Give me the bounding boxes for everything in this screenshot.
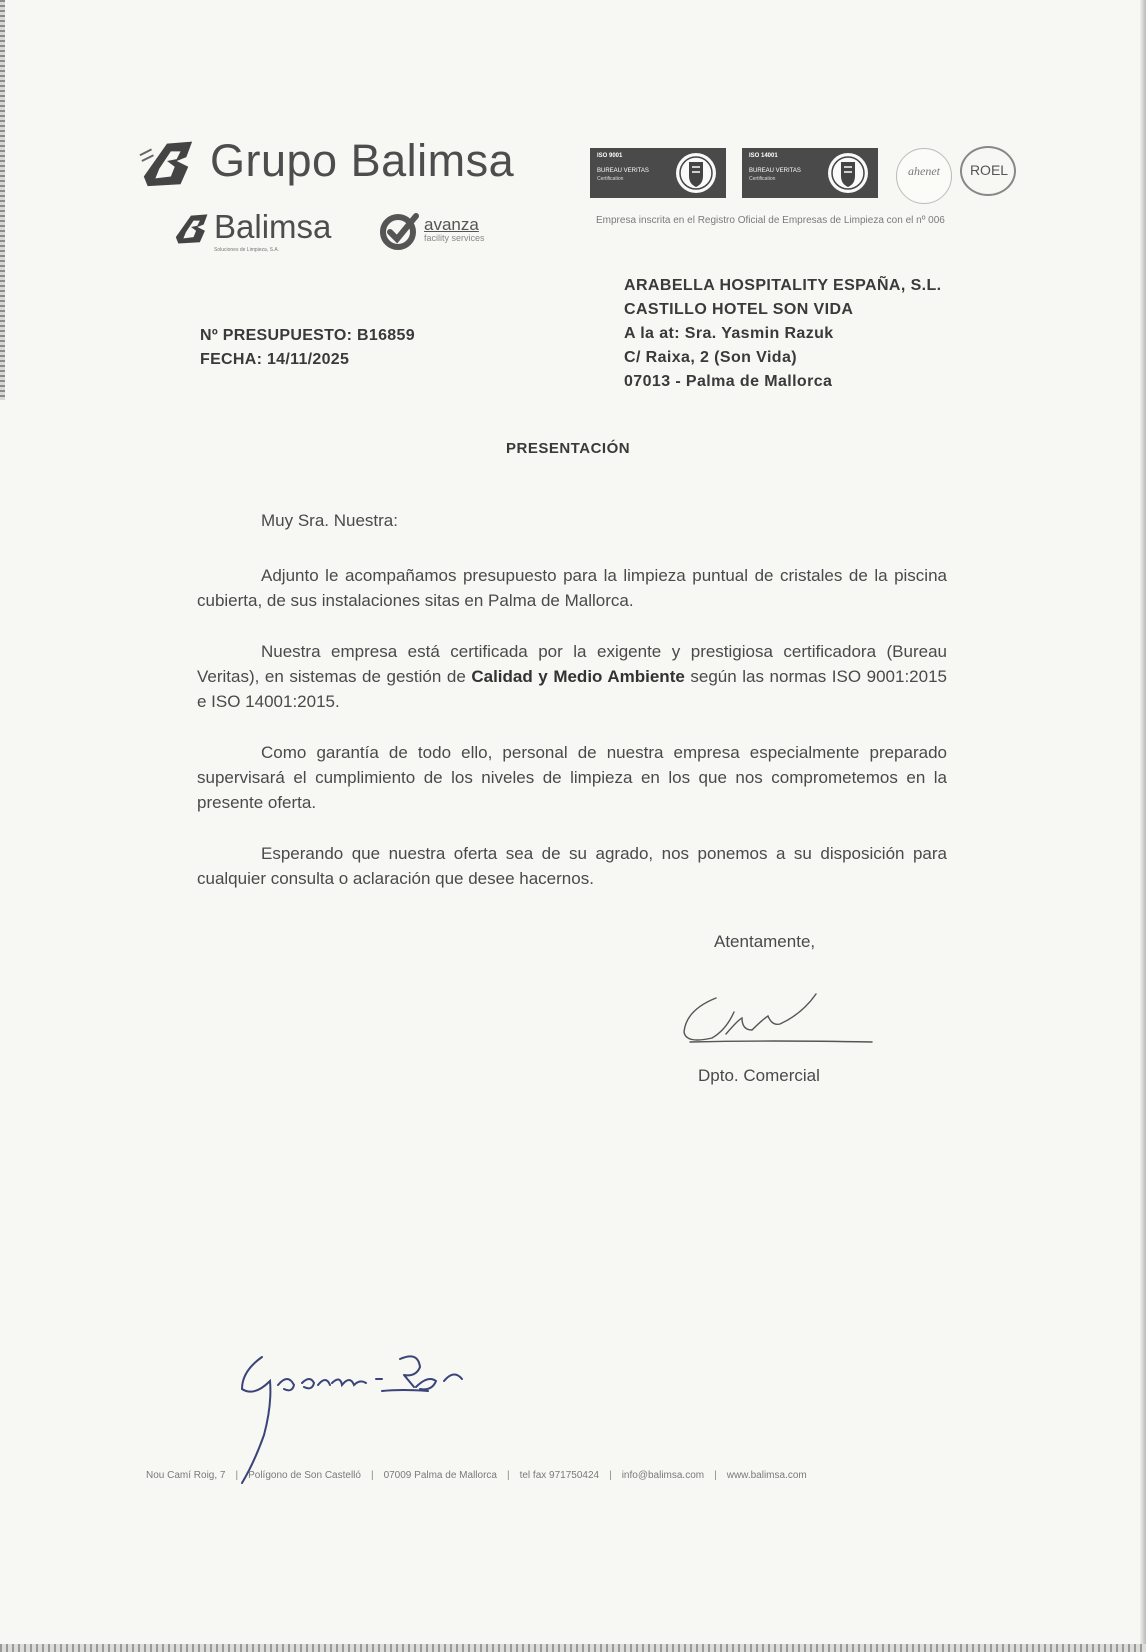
budget-number: Nº PRESUPUESTO: B16859 xyxy=(200,327,415,344)
paragraph-2-bold: Calidad y Medio Ambiente xyxy=(471,667,685,686)
group-name: Grupo Balimsa xyxy=(210,135,515,186)
recipient-company: ARABELLA HOSPITALITY ESPAÑA, S.L. xyxy=(624,277,942,294)
paragraph-4: Esperando que nuestra oferta sea de su agrado, nos ponemos a su disposición para cualquier consulta o aclaración que desee hacernos. xyxy=(197,844,947,888)
recipient-hotel: CASTILLO HOTEL SON VIDA xyxy=(624,301,854,318)
partner-name: avanza xyxy=(424,215,479,234)
cert-body: BUREAU VERITAS xyxy=(749,168,801,174)
iso-14001-badge xyxy=(742,148,878,198)
paragraph-2-start: Nuestra empresa está certificada por la exigente y prestigiosa certificadora (Bureau Veritas), en sistemas de gestión de xyxy=(197,642,947,686)
letter-greeting: Muy Sra. Nuestra: xyxy=(261,511,398,530)
paragraph-1: Adjunto le acompañamos presupuesto para la limpieza puntual de cristales de la piscina cubierta, de sus instalaciones sitas en Palma de Mallorca. xyxy=(197,566,947,610)
cert-body: BUREAU VERITAS xyxy=(597,168,649,174)
cert-label: Certification xyxy=(749,176,776,182)
avanza-check-icon xyxy=(380,210,420,250)
footer xyxy=(146,1470,1006,1481)
budget-info xyxy=(200,324,415,372)
recipient-address xyxy=(624,274,942,394)
ahenet-label: ahenet xyxy=(908,164,940,178)
roel-label: ROEL xyxy=(969,162,1009,178)
recipient-street: C/ Raixa, 2 (Son Vida) xyxy=(624,349,797,366)
footer-separator: | xyxy=(370,1470,374,1481)
client-handwritten-signature xyxy=(232,1345,512,1485)
balimsa-logo-icon xyxy=(138,132,196,190)
sub-brand-name: Balimsa xyxy=(214,208,332,245)
ahenet-logo xyxy=(896,148,952,204)
footer-separator: | xyxy=(235,1470,239,1481)
bureau-veritas-seal-icon xyxy=(826,150,870,196)
roel-logo xyxy=(960,146,1018,198)
registry-note: Empresa inscrita en el Registro Oficial de Empresas de Limpieza con el nº 006 xyxy=(596,215,945,226)
scan-edge-right xyxy=(1140,0,1146,1652)
balimsa-small-logo-icon xyxy=(172,208,210,246)
footer-separator: | xyxy=(714,1470,717,1481)
grupo-balimsa-logo xyxy=(138,132,514,190)
footer-separator: | xyxy=(609,1470,612,1481)
paragraph-3: Como garantía de todo ello, personal de nuestra empresa especialmente preparado supervisará el cumplimiento de los niveles de limpieza en los que nos comprometemos en la presente oferta. xyxy=(197,743,947,812)
company-signature xyxy=(676,980,876,1060)
cert-label: Certification xyxy=(597,176,624,182)
budget-date: FECHA: 14/11/2025 xyxy=(200,351,350,368)
footer-website: www.balimsa.com xyxy=(726,1470,807,1481)
scan-edge-bottom xyxy=(0,1644,1146,1652)
paragraph-2 xyxy=(197,639,947,714)
cert-standard: ISO 14001 xyxy=(749,153,778,159)
recipient-city: 07013 - Palma de Mallorca xyxy=(624,373,833,390)
paragraph-2-end: según las normas ISO 9001:2015 e ISO 14001:2015. xyxy=(197,667,947,711)
letter-body xyxy=(197,508,947,917)
footer-address: Nou Camí Roig, 7 xyxy=(146,1470,226,1481)
footer-phone: tel fax 971750424 xyxy=(519,1470,600,1481)
department-signature-label: Dpto. Comercial xyxy=(698,1066,820,1085)
partner-tagline: facility services xyxy=(424,233,485,243)
closing-phrase: Atentamente, xyxy=(714,932,816,951)
footer-separator: | xyxy=(506,1470,510,1481)
sub-brand-tagline: Soluciones de Limpieza, S.A. xyxy=(214,247,280,253)
avanza-logo xyxy=(380,210,485,250)
scan-edge-left xyxy=(0,0,5,400)
bureau-veritas-seal-icon xyxy=(674,150,718,196)
footer-city: 07009 Palma de Mallorca xyxy=(383,1470,497,1481)
iso-9001-badge xyxy=(590,148,726,198)
footer-industrial-estate: Polígono de Son Castelló xyxy=(248,1470,361,1481)
footer-email: info@balimsa.com xyxy=(621,1470,705,1481)
recipient-attention: A la at: Sra. Yasmin Razuk xyxy=(624,325,834,342)
cert-standard: ISO 9001 xyxy=(597,153,623,159)
section-title: PRESENTACIÓN xyxy=(506,440,631,457)
balimsa-logo xyxy=(172,208,332,253)
